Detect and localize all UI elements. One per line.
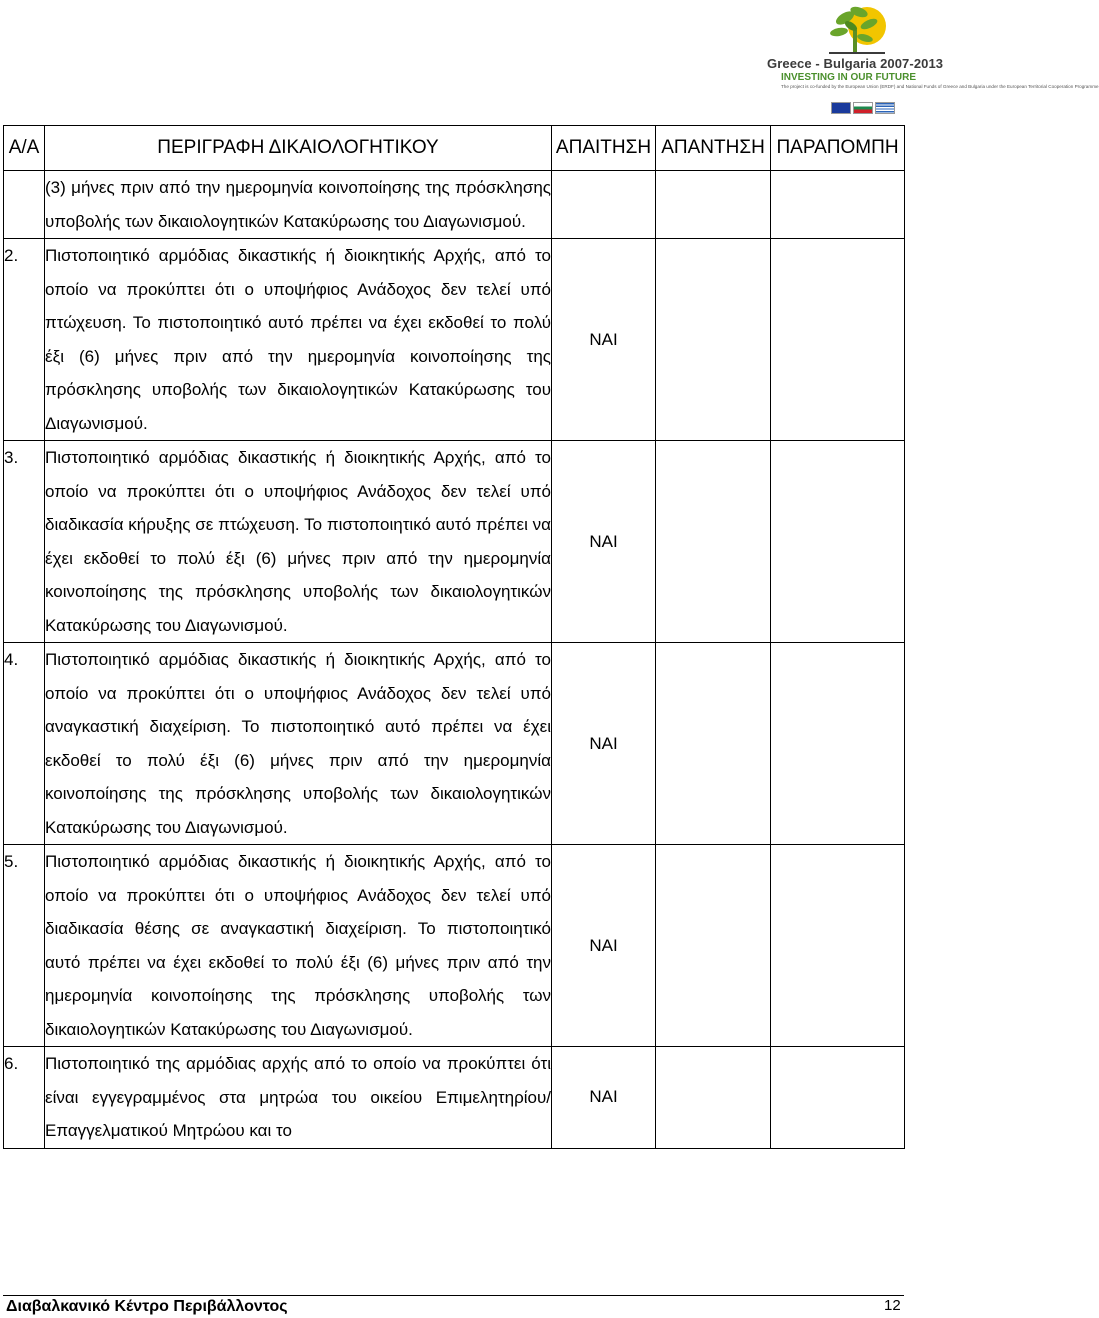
logo-title: Greece - Bulgaria 2007-2013 xyxy=(767,56,944,71)
row-reference xyxy=(771,1047,905,1149)
logo-note: The project is co-funded by the European Union (ERDF) and National Funds of Greece and Bulgaria under the European Territorial Cooperation Programme xyxy=(781,84,1099,89)
table-row xyxy=(4,845,905,1047)
row-answer xyxy=(656,441,771,643)
table-row xyxy=(4,643,905,845)
row-number: 2. xyxy=(4,246,19,265)
row-requirement: ΝΑΙ xyxy=(552,845,656,1047)
row-number xyxy=(4,171,44,205)
header-aa: Α/Α xyxy=(4,126,45,171)
row-number: 4. xyxy=(4,650,19,669)
row-requirement: ΝΑΙ xyxy=(552,239,656,441)
row-number: 5. xyxy=(4,852,19,871)
table-header-row xyxy=(4,126,905,171)
row-requirement: ΝΑΙ xyxy=(552,441,656,643)
row-answer xyxy=(656,239,771,441)
row-description: Πιστοποιητικό της αρμόδιας αρχής από το οποίο να προκύπτει ότι είναι εγγεγραμμένος στα μητρώα του οικείου Επιμελητηρίου/Επαγγελματικού Μητρώου και το xyxy=(45,1054,551,1140)
tree-sun-icon xyxy=(823,4,895,56)
row-answer xyxy=(656,171,771,239)
programme-logo xyxy=(765,2,1099,114)
row-description: (3) μήνες πριν από την ημερομηνία κοινοποίησης της πρόσκλησης υποβολής των δικαιολογητικών Κατακύρωσης του Διαγωνισμού. xyxy=(45,178,551,231)
greece-flag-icon xyxy=(875,102,895,114)
row-requirement: ΝΑΙ xyxy=(552,1047,656,1149)
row-number: 6. xyxy=(4,1054,19,1073)
footer-divider xyxy=(3,1295,904,1296)
row-reference xyxy=(771,643,905,845)
row-answer xyxy=(656,643,771,845)
row-description: Πιστοποιητικό αρμόδιας δικαστικής ή διοικητικής Αρχής, από το οποίο να προκύπτει ότι ο υποψήφιος Ανάδοχος δεν τελεί υπό διαδικασία κήρυξης σε πτώχευση. Το πιστοποιητικό αυτό πρέπει να έχει εκδοθεί το πολύ έξι (6) μήνες πριν από την ημερομηνία κοινοποίησης της πρόσκλησης υποβολής των δικαιολογητικών Κατακύρωσης του Διαγωνισμού. xyxy=(45,448,551,635)
row-reference xyxy=(771,239,905,441)
page-number: 12 xyxy=(884,1297,901,1314)
row-reference xyxy=(771,845,905,1047)
eu-flag-icon xyxy=(831,102,851,114)
header-description: ΠΕΡΙΓΡΑΦΗ ΔΙΚΑΙΟΛΟΓΗΤΙΚΟΥ xyxy=(45,126,552,171)
row-answer xyxy=(656,845,771,1047)
header-reference: ΠΑΡΑΠΟΜΠΗ xyxy=(771,126,905,171)
logo-subtitle: INVESTING IN OUR FUTURE xyxy=(781,72,917,83)
table-row xyxy=(4,171,905,239)
row-reference xyxy=(771,441,905,643)
row-description: Πιστοποιητικό αρμόδιας δικαστικής ή διοικητικής Αρχής, από το οποίο να προκύπτει ότι ο υποψήφιος Ανάδοχος δεν τελεί υπό πτώχευση. Το πιστοποιητικό αυτό πρέπει να έχει εκδοθεί το πολύ έξι (6) μήνες πριν από την ημερομηνία κοινοποίησης της πρόσκλησης υποβολής των δικαιολογητικών Κατακύρωσης του Διαγωνισμού. xyxy=(45,246,551,433)
table-row xyxy=(4,441,905,643)
header-requirement: ΑΠΑΙΤΗΣΗ xyxy=(552,126,656,171)
row-description: Πιστοποιητικό αρμόδιας δικαστικής ή διοικητικής Αρχής, από το οποίο να προκύπτει ότι ο υποψήφιος Ανάδοχος δεν τελεί υπό αναγκαστική διαχείριση. Το πιστοποιητικό αυτό πρέπει να έχει εκδοθεί το πολύ έξι (6) μήνες πριν από την ημερομηνία κοινοποίησης της πρόσκλησης υποβολής των δικαιολογητικών Κατακύρωσης του Διαγωνισμού. xyxy=(45,650,551,837)
row-requirement xyxy=(552,171,656,239)
table-row xyxy=(4,239,905,441)
table-row xyxy=(4,1047,905,1149)
row-requirement: ΝΑΙ xyxy=(552,643,656,845)
flags xyxy=(831,102,895,114)
row-answer xyxy=(656,1047,771,1149)
header-answer: ΑΠΑΝΤΗΣΗ xyxy=(656,126,771,171)
requirements-table xyxy=(3,125,905,1149)
row-number: 3. xyxy=(4,448,19,467)
footer-organization: Διαβαλκανικό Κέντρο Περιβάλλοντος xyxy=(6,1298,288,1315)
row-reference xyxy=(771,171,905,239)
row-description: Πιστοποιητικό αρμόδιας δικαστικής ή διοικητικής Αρχής, από το οποίο να προκύπτει ότι ο υποψήφιος Ανάδοχος δεν τελεί υπό διαδικασία θέσης σε αναγκαστική διαχείριση. Το πιστοποιητικό αυτό πρέπει να έχει εκδοθεί το πολύ έξι (6) μήνες πριν από την ημερομηνία κοινοποίησης της πρόσκλησης υποβολής των δικαιολογητικών Κατακύρωσης του Διαγωνισμού. xyxy=(45,852,551,1039)
bulgaria-flag-icon xyxy=(853,102,873,114)
